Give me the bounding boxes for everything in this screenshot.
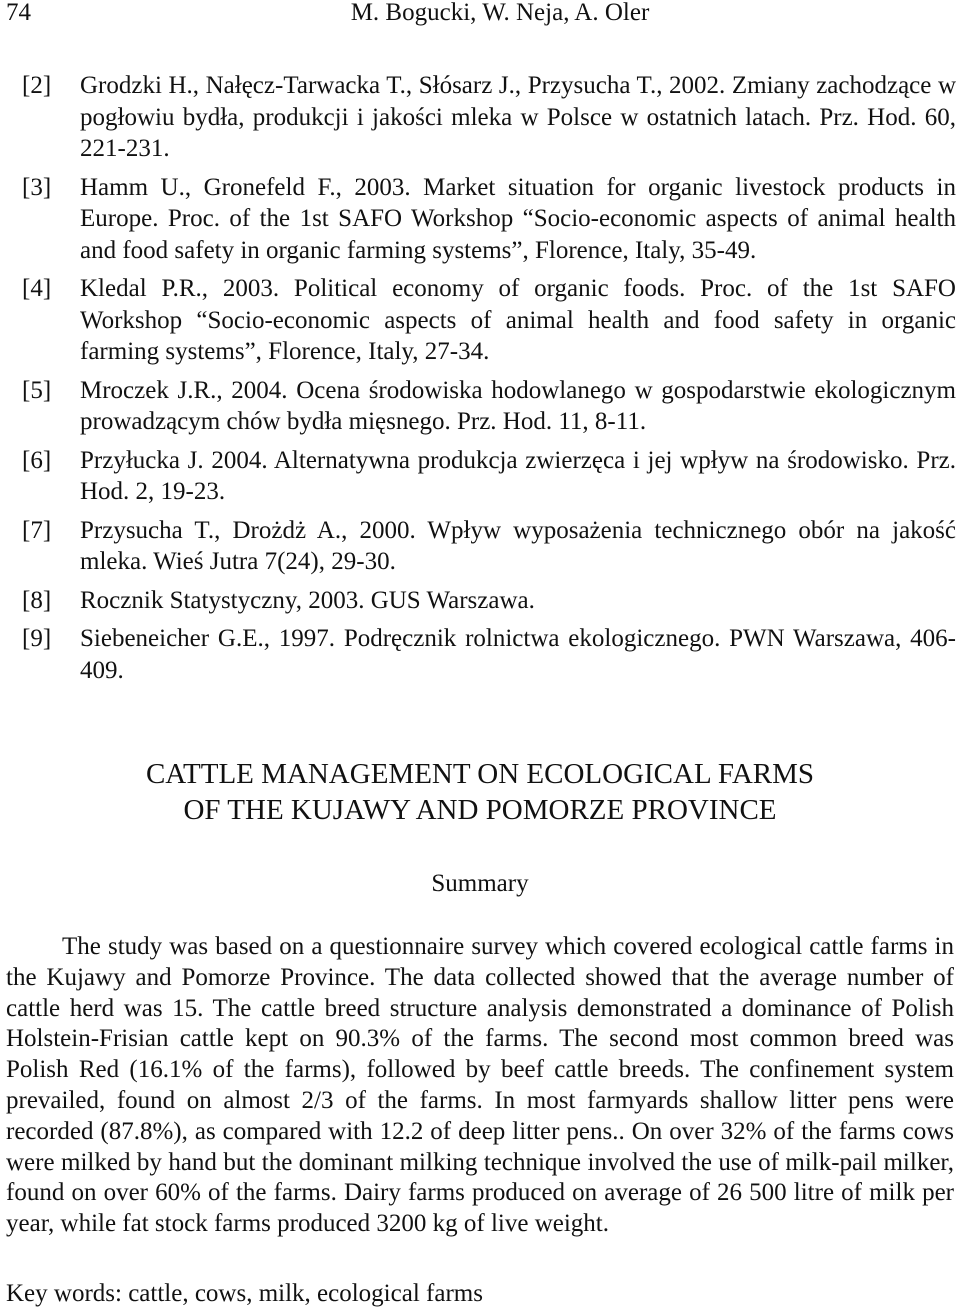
- reference-number: [5]: [22, 376, 52, 404]
- reference-number: [7]: [22, 516, 52, 544]
- page-number: 74: [6, 0, 31, 26]
- summary-paragraph: The study was based on a questionnaire survey which covered ecological cattle farms in the Kujawy and Pomorze Province. The data collected showed that the average number of cattle herd was 15. The cattle breed structure analysis demonstrated a dominance of Polish Holstein-Frisian cattle kept on 90.3% of the farms. The second most common breed was Polish Red (16.1% of the farms), followed by beef cattle breeds. The confinement system prevailed, found on almost 2/3 of the farms. In most farmyards shallow litter pens were recorded (87.8%), as compared with 12.2 of deep litter pens.. On over 32% of the farms cows were milked by hand but the dominant milking technique involved the use of milk-pail milker, found on over 60% of the farms. Dairy farms produced on average of 26 500 litre of milk per year, while fat stock farms produced 3200 kg of live weight.: [6, 933, 954, 1238]
- reference-item: [22, 172, 956, 267]
- reference-list: [22, 70, 956, 693]
- paper-title-line-2: OF THE KUJAWY AND POMORZE PROVINCE: [183, 794, 777, 826]
- reference-text: Przysucha T., Drożdż A., 2000. Wpływ wyposażenia technicznego obór na jakość mleka. Wieś Jutra 7(24), 29-30.: [80, 516, 956, 575]
- reference-number: [9]: [22, 625, 52, 652]
- running-header: [6, 0, 954, 30]
- reference-text: Hamm U., Gronefeld F., 2003. Market situation for organic livestock products in Europe. Proc. of the 1st SAFO Workshop “Socio-economic aspects of animal health and food safety in organic farming systems”, Florence, Italy, 35-49.: [80, 173, 956, 264]
- reference-item: [22, 623, 956, 686]
- reference-item: [22, 515, 956, 578]
- reference-item: [22, 375, 956, 438]
- summary-section: [0, 756, 960, 1240]
- reference-text: Kledal P.R., 2003. Political economy of organic foods. Proc. of the 1st SAFO Workshop “Socio-economic aspects of animal health and food safety in organic farming systems”, Florence, Italy, 27-34.: [80, 275, 956, 365]
- running-authors: M. Bogucki, W. Neja, A. Oler: [350, 0, 650, 26]
- reference-text: Mroczek J.R., 2004. Ocena środowiska hodowlanego w gospodarstwie ekologicznym prowadzącym chów bydła mięsnego. Prz. Hod. 11, 8-11.: [80, 376, 956, 435]
- summary-heading: Summary: [431, 870, 529, 897]
- keywords-line: Key words: cattle, cows, milk, ecological farms: [6, 1280, 483, 1307]
- reference-item: [22, 445, 956, 508]
- reference-number: [4]: [22, 275, 52, 302]
- reference-number: [8]: [22, 586, 52, 614]
- paper-title: [0, 756, 960, 828]
- reference-text: Grodzki H., Nałęcz-Tarwacka T., Słósarz J., Przysucha T., 2002. Zmiany zachodzące w pogłowiu bydła, produkcji i jakości mleka w Polsce w ostatnich latach. Prz. Hod. 60, 221-231.: [80, 72, 956, 162]
- reference-item: [22, 273, 956, 368]
- reference-text: Siebeneicher G.E., 1997. Podręcznik rolnictwa ekologicznego. PWN Warszawa, 406-409.: [80, 625, 956, 684]
- paper-title-line-1: CATTLE MANAGEMENT ON ECOLOGICAL FARMS: [145, 758, 815, 790]
- reference-number: [3]: [22, 173, 52, 201]
- reference-number: [2]: [22, 72, 52, 99]
- reference-item: [22, 585, 956, 617]
- reference-text: Przyłucka J. 2004. Alternatywna produkcja zwierzęca i jej wpływ na środowisko. Prz. Hod. 2, 19-23.: [80, 446, 956, 505]
- reference-item: [22, 70, 956, 165]
- reference-text: Rocznik Statystyczny, 2003. GUS Warszawa.: [80, 586, 535, 614]
- reference-number: [6]: [22, 446, 52, 474]
